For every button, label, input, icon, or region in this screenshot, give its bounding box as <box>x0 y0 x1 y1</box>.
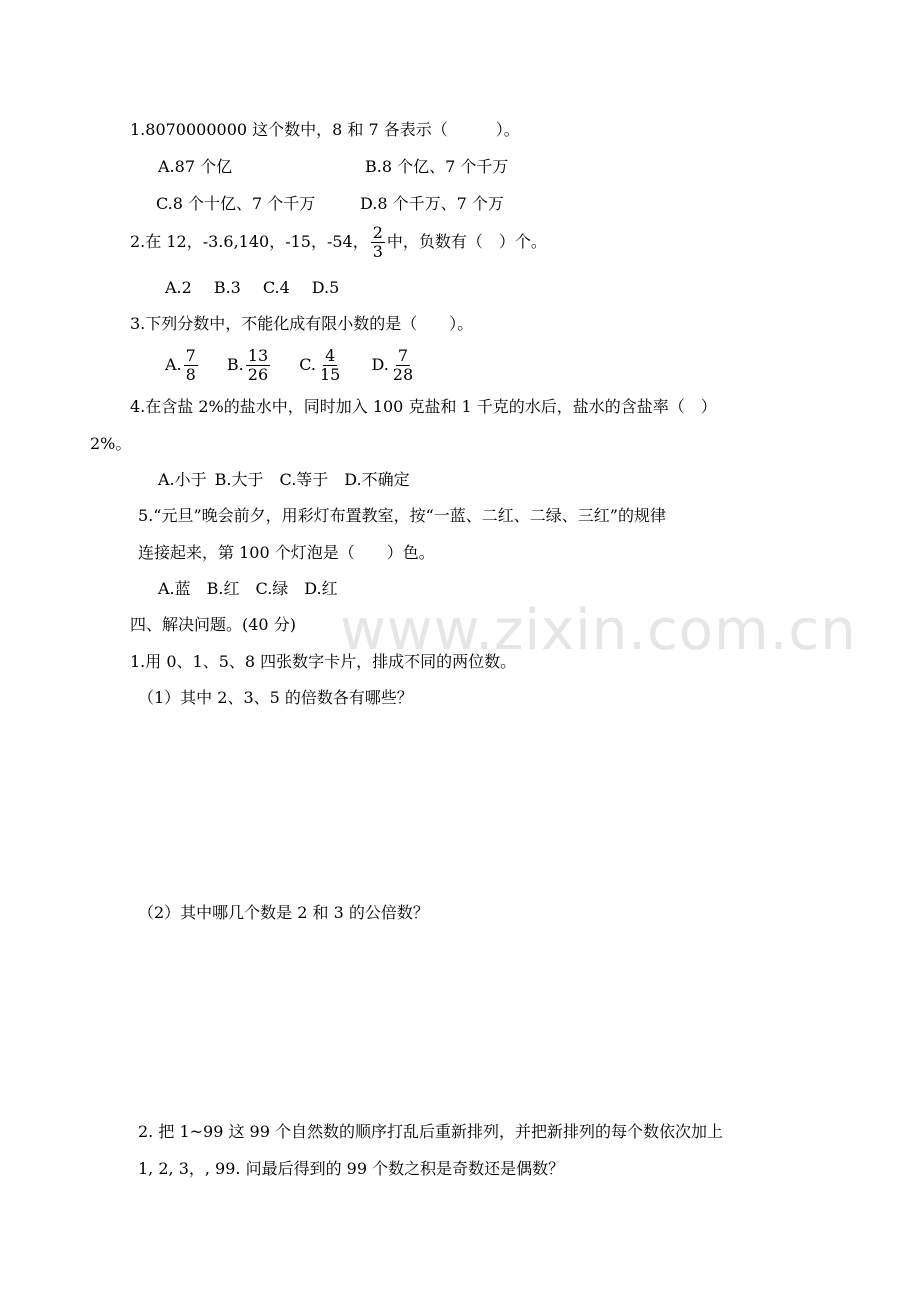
q2-stem <box>130 220 547 264</box>
q3-d-num: 7 <box>397 346 409 365</box>
q3-option-c-fraction <box>318 347 342 384</box>
q4-option-a: A.小于 <box>158 470 207 489</box>
q4-stem-line2: 2%。 <box>90 434 132 453</box>
q1-stem: 1.8070000000 这个数中，8 和 7 各表示（ ）。 <box>130 120 520 139</box>
q3-option-c <box>299 342 344 388</box>
q2-stem-post: 中，负数有（ ）个。 <box>386 232 547 251</box>
q3-option-c-label: C. <box>299 355 316 374</box>
q3-c-den: 15 <box>319 365 341 384</box>
q5-option-c: C.绿 <box>255 579 289 598</box>
q3-option-a <box>165 342 200 388</box>
q4-option-d: D.不确定 <box>344 470 410 489</box>
q3-b-num: 13 <box>247 346 269 365</box>
q3-stem: 3.下列分数中，不能化成有限小数的是（ ）。 <box>130 314 474 333</box>
p1-stem: 1.用 0、1、5、8 四张数字卡片，排成不同的两位数。 <box>130 652 517 671</box>
q3-option-d <box>371 342 417 388</box>
q5-option-d: D.红 <box>304 579 338 598</box>
q5-option-a: A.蓝 <box>158 579 191 598</box>
q3-option-b <box>227 342 272 388</box>
q3-option-d-label: D. <box>371 355 389 374</box>
q3-option-b-fraction <box>246 347 270 384</box>
section4-title: 四、解决问题。(40 分) <box>130 615 296 634</box>
q1-option-c: C.8 个十亿、7 个千万 <box>156 194 316 213</box>
q3-d-den: 28 <box>392 365 414 384</box>
q2-option-b: B.3 <box>213 278 241 297</box>
q3-a-den: 8 <box>185 365 196 384</box>
q4-option-c: C.等于 <box>279 470 329 489</box>
p1-sub2: （2）其中哪几个数是 2 和 3 的公倍数？ <box>138 903 429 922</box>
p2-line1: 2. 把 1~99 这 99 个自然数的顺序打乱后重新排列，并把新排列的每个数依次加上 <box>138 1122 724 1141</box>
q4-option-b: B.大于 <box>214 470 264 489</box>
p1-sub1: （1）其中 2、3、5 的倍数各有哪些？ <box>138 688 413 707</box>
q3-c-num: 4 <box>325 346 336 365</box>
q2-fraction <box>371 224 385 261</box>
q5-stem-line1: 5.“元旦”晚会前夕，用彩灯布置教室，按“一蓝、二红、二绿、三红”的规律 <box>138 506 666 525</box>
q3-options <box>165 342 439 388</box>
p2-line2: 1, 2, 3，, 99. 问最后得到的 99 个数之积是奇数还是偶数？ <box>138 1159 565 1178</box>
q5-options <box>158 579 360 599</box>
q2-stem-pre: 2.在 12，-3.6,140，-15，-54， <box>130 232 369 251</box>
q3-option-a-label: A. <box>165 355 182 374</box>
q2-option-d: D.5 <box>311 278 340 297</box>
watermark: www.zixin.com.cn <box>340 598 857 663</box>
q3-a-num: 7 <box>185 346 196 365</box>
q4-options <box>158 470 432 490</box>
q3-option-d-fraction <box>391 347 415 384</box>
q2-options <box>165 278 361 298</box>
q5-stem-line2: 连接起来，第 100 个灯泡是（ ）色。 <box>138 543 435 562</box>
q3-option-b-label: B. <box>226 355 244 374</box>
q2-frac-den: 3 <box>372 242 383 261</box>
q3-option-a-fraction <box>184 347 198 384</box>
q3-b-den: 26 <box>247 365 269 384</box>
q1-option-b: B.8 个亿、7 个千万 <box>365 157 509 176</box>
q1-option-a: A.87 个亿 <box>158 157 233 176</box>
q5-option-b: B.红 <box>206 579 240 598</box>
q2-option-a: A.2 <box>165 278 192 297</box>
q4-stem-line1: 4.在含盐 2%的盐水中，同时加入 100 克盐和 1 千克的水后，盐水的含盐率（ ） <box>130 397 717 416</box>
q1-option-d: D.8 个千万、7 个万 <box>360 194 504 213</box>
q2-frac-num: 2 <box>372 223 383 242</box>
q2-option-c: C.4 <box>262 278 290 297</box>
